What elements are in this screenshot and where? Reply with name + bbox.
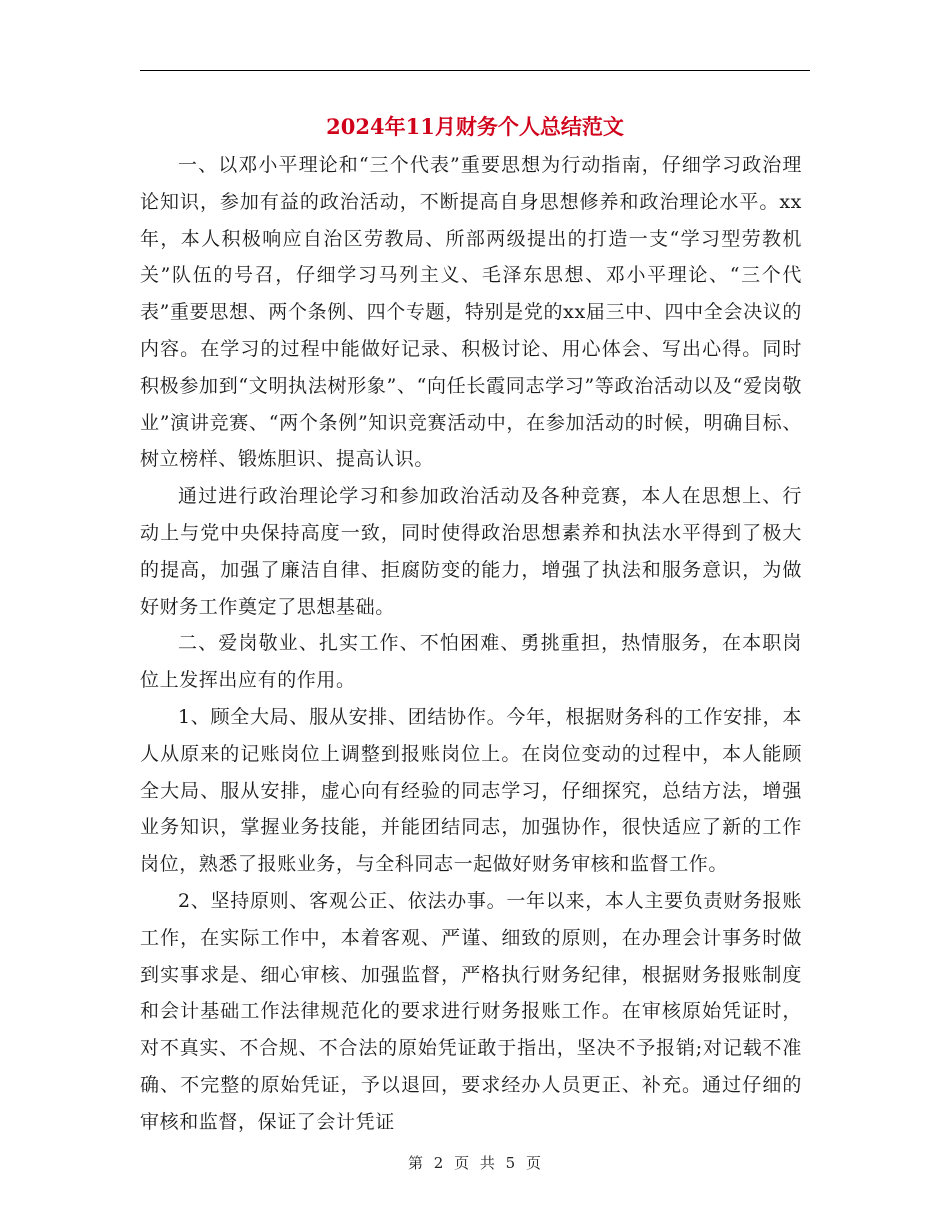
document-title: 2024年11月财务个人总结范文 <box>326 114 624 139</box>
paragraph-3: 二、爱岗敬业、扎实工作、不怕困难、勇挑重担，热情服务，在本职岗位上发挥出应有的作用。 <box>140 632 802 692</box>
paragraph-4: 1、顾全大局、服从安排、团结协作。今年，根据财务科的工作安排，本人从原来的记账岗位上调整到报账岗位上。在岗位变动的过程中，本人能顾全大局、服从安排，虚心向有经验的同志学习，仔细探究，总结方法，增强业务知识，掌握业务技能，并能团结同志，加强协作，很快适应了新的工作岗位，熟悉了报账业务，与全科同志一起做好财务审核和监督工作。 <box>140 705 802 876</box>
paragraph-2: 通过进行政治理论学习和参加政治活动及各种竞赛，本人在思想上、行动上与党中央保持高度一致，同时使得政治思想素养和执法水平得到了极大的提高，加强了廉洁自律、拒腐防变的能力，增强了执法和服务意识，为做好财务工作奠定了思想基础。 <box>140 485 802 618</box>
document-body <box>140 147 802 1141</box>
paragraph-5: 2、坚持原则、客观公正、依法办事。一年以来，本人主要负责财务报账工作，在实际工作中，本着客观、严谨、细致的原则，在办理会计事务时做到实事求是、细心审核、加强监督，严格执行财务纪律，根据财务报账制度和会计基础工作法律规范化的要求进行财务报账工作。在审核原始凭证时，对不真实、不合规、不合法的原始凭证敢于指出，坚决不予报销;对记载不准确、不完整的原始凭证，予以退回，要求经办人员更正、补充。通过仔细的审核和监督，保证了会计凭证 <box>140 889 802 1133</box>
header-rule <box>140 70 810 71</box>
paragraph-1: 一、以邓小平理论和“三个代表”重要思想为行动指南，仔细学习政治理论知识，参加有益的政治活动，不断提高自身思想修养和政治理论水平。xx年，本人积极响应自治区劳教局、所部两级提出的打造一支“学习型劳教机关”队伍的号召，仔细学习马列主义、毛泽东思想、邓小平理论、“三个代表”重要思想、两个条例、四个专题，特别是党的xx届三中、四中全会决议的内容。在学习的过程中能做好记录、积极讨论、用心体会、写出心得。同时积极参加到“文明执法树形象”、“向任长霞同志学习”等政治活动以及“爱岗敬业”演讲竞赛、“两个条例”知识竞赛活动中，在参加活动的时候，明确目标、树立榜样、锻炼胆识、提高认识。 <box>140 154 802 471</box>
page-number-footer: 第 2 页 共 5 页 <box>408 1154 542 1172</box>
